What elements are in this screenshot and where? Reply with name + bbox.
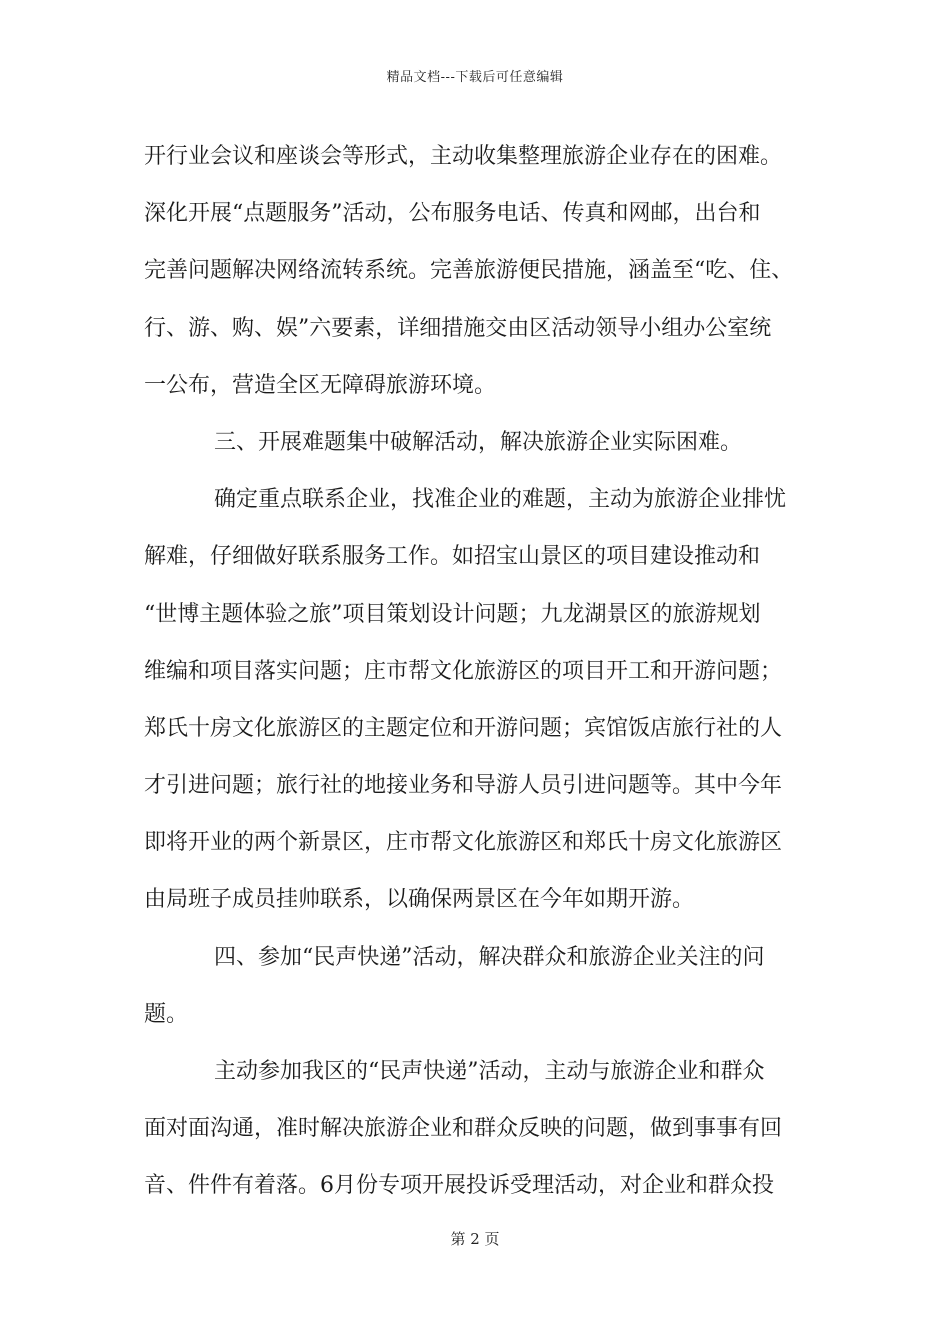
text-line: 完善问题解决网络流转系统。完善旅游便民措施，涵盖至“吃、住、 (144, 258, 794, 284)
page-number: 第 2 页 (450, 1230, 500, 1248)
text-line: 三、开展难题集中破解活动，解决旅游企业实际困难。 (214, 429, 743, 455)
text-line: 由局班子成员挂帅联系，以确保两景区在今年如期开游。 (144, 887, 695, 913)
text-line: 确定重点联系企业，找准企业的难题，主动为旅游企业排忧 (214, 487, 787, 513)
text-line: 题。 (144, 1001, 189, 1027)
text-line: 一公布，营造全区无障碍旅游环境。 (144, 372, 497, 398)
text-line: 主动参加我区的“民声快递”活动，主动与旅游企业和群众 (214, 1059, 765, 1084)
document-body (144, 128, 812, 1215)
text-line: 解难，仔细做好联系服务工作。如招宝山景区的项目建设推动和 (144, 544, 761, 570)
text-line: 即将开业的两个新景区，庄市帮文化旅游区和郑氏十房文化旅游区 (144, 830, 783, 856)
text-line: 音、件件有着落。6月份专项开展投诉受理活动，对企业和群众投 (144, 1173, 774, 1199)
text-line: 行、游、购、娱”六要素，详细措施交由区活动领导小组办公室统 (144, 315, 772, 341)
text-line: 四、参加“民声快递”活动，解决群众和旅游企业关注的问 (214, 944, 765, 970)
text-line: 深化开展“点题服务”活动，公布服务电话、传真和网邮，出台和 (144, 201, 761, 227)
text-line: 开行业会议和座谈会等形式，主动收集整理旅游企业存在的困难。 (144, 144, 783, 169)
text-line: 面对面沟通，准时解决旅游企业和群众反映的问题，做到事事有回 (144, 1116, 783, 1142)
text-line: “世博主题体验之旅”项目策划设计问题；九龙湖景区的旅游规划 (144, 601, 761, 627)
text-line: 维编和项目落实问题；庄市帮文化旅游区的项目开工和开游问题； (144, 658, 783, 684)
page-header: 精品文档---下载后可任意编辑 (386, 70, 564, 85)
text-line: 郑氏十房文化旅游区的主题定位和开游问题；宾馆饭店旅行社的人 (144, 715, 783, 741)
text-line: 才引进问题；旅行社的地接业务和导游人员引进问题等。其中今年 (144, 773, 783, 799)
